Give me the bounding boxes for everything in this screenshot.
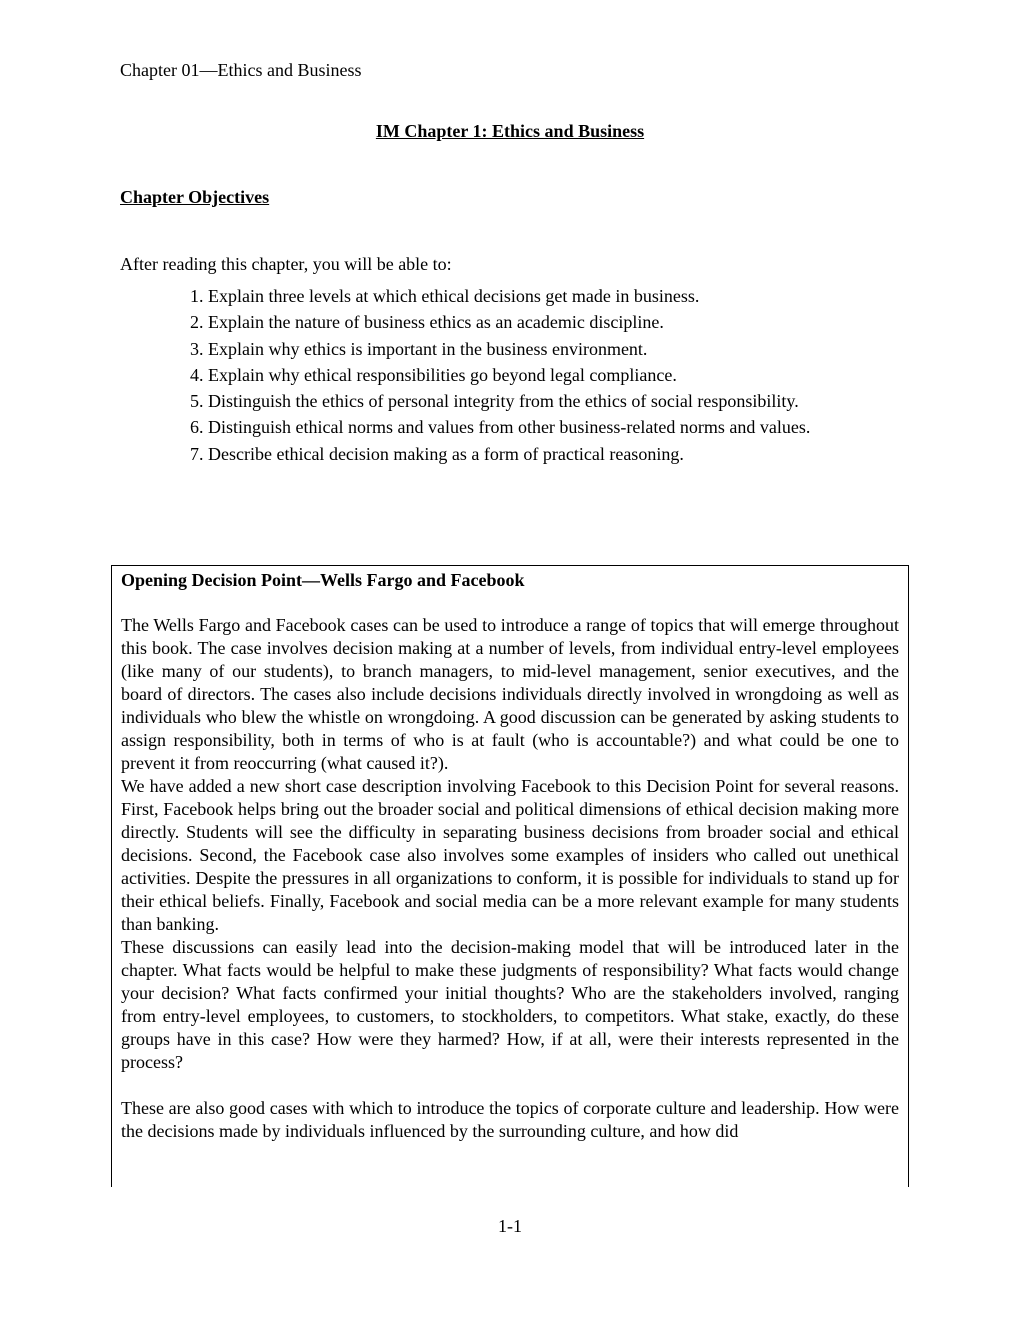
decision-point-box xyxy=(111,565,909,1187)
objective-item: 7. Describe ethical decision making as a form of practical reasoning. xyxy=(190,443,684,464)
objectives-list xyxy=(190,285,810,469)
objectives-heading: Chapter Objectives xyxy=(120,187,270,207)
decision-point-paragraph: We have added a new short case description involving Facebook to this Decision Point for several reasons. First, Facebook helps bring out the broader social and political dimensions of ethical decision making more directly. Students will see the difficulty in separating business decisions from broader social and ethical decisions. Second, the Facebook case also involves some examples of insiders who called out unethical activities. Despite the pressures in all organizations to conform, it is possible for individuals to stand up for their ethical beliefs. Finally, Facebook and social media can be a more relevant example for many students than banking. xyxy=(121,776,899,934)
objective-item: 6. Distinguish ethical norms and values from other business-related norms and values. xyxy=(190,417,811,438)
objective-item: 3. Explain why ethics is important in the business environment. xyxy=(190,338,648,359)
decision-point-paragraph: The Wells Fargo and Facebook cases can be used to introduce a range of topics that will emerge throughout this book. The case involves decision making at a number of levels, from individual entry-level employees (like many of our students), to branch managers, to mid-level management, senior executives, and the board of directors. The cases also include decisions individuals directly involved in wrongdoing as well as individuals who blew the whistle on wrongdoing. A good discussion can be generated by asking students to assign responsibility, both in terms of who is at fault (who is accountable?) and what could be one to prevent it from reoccurring (what caused it?). xyxy=(121,615,899,773)
objective-item: 1. Explain three levels at which ethical decisions get made in business. xyxy=(190,286,700,306)
page-number: 1-1 xyxy=(498,1216,522,1236)
running-header: Chapter 01—Ethics and Business xyxy=(120,60,362,80)
decision-point-paragraph: These are also good cases with which to introduce the topics of corporate culture and leadership. How were the decisions made by individuals influenced by the surrounding culture, and how did xyxy=(121,1098,899,1141)
objective-item: 5. Distinguish the ethics of personal integrity from the ethics of social responsibility. xyxy=(190,391,799,412)
paragraph-spacer xyxy=(121,591,899,614)
objectives-intro: After reading this chapter, you will be able to: xyxy=(120,254,452,274)
decision-point-paragraph: These discussions can easily lead into the decision-making model that will be introduced later in the chapter. What facts would be helpful to make these judgments of responsibility? What facts would change your decision? What facts confirmed your initial thoughts? Who are the stakeholders involved, ranging from entry-level employees, to customers, to stockholders, to competitors. What stake, exactly, do these groups have in this case? How were they harmed? How, if at all, were their interests represented in the process? xyxy=(121,937,899,1072)
objective-item: 2. Explain the nature of business ethics as an academic discipline. xyxy=(190,312,664,333)
decision-point-heading: Opening Decision Point—Wells Fargo and Facebook xyxy=(121,570,525,590)
paragraph-spacer xyxy=(121,1074,899,1097)
document-title: IM Chapter 1: Ethics and Business xyxy=(375,121,645,141)
objective-item: 4. Explain why ethical responsibilities go beyond legal compliance. xyxy=(190,364,677,385)
